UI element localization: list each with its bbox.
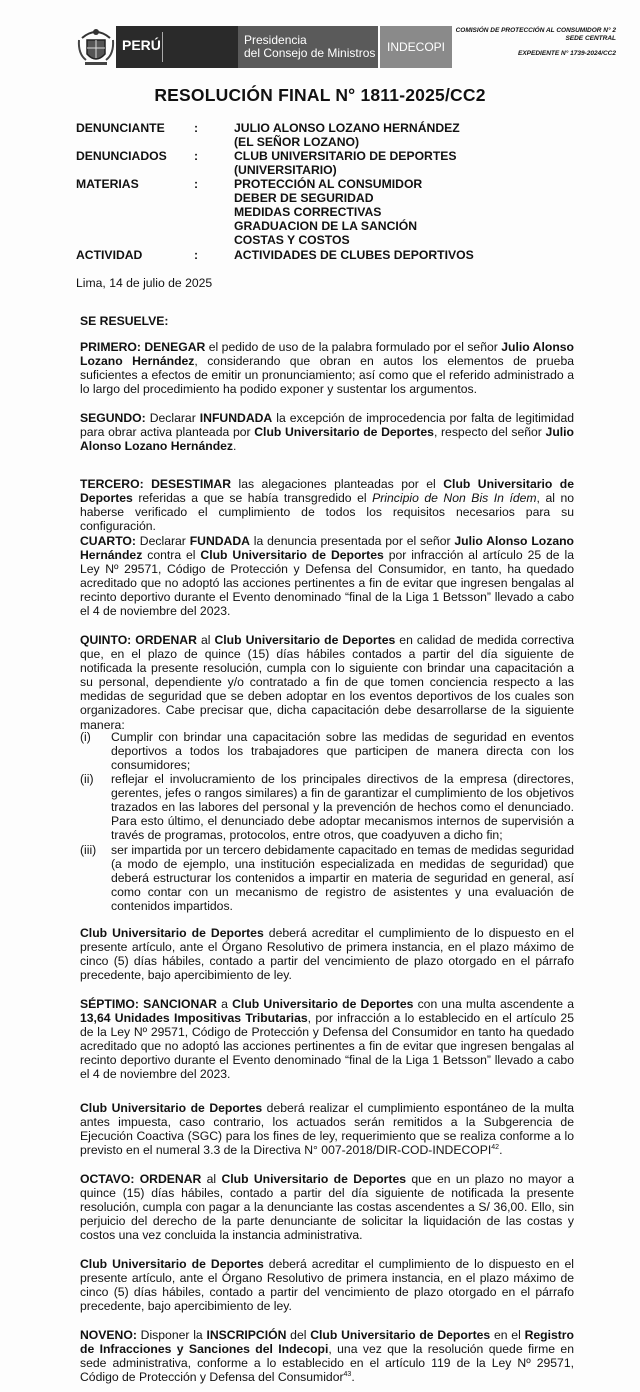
- club-name: Club Universitario de Deportes: [200, 548, 384, 563]
- text: la excepción de improcedencia por falta de legitimidad para obrar activa planteada por: [80, 411, 574, 440]
- article-septimo: [80, 997, 574, 1082]
- materia-item: MEDIDAS CORRECTIVAS: [234, 205, 382, 219]
- colon: :: [194, 149, 199, 163]
- registry-name: Registro de Infracciones y Sanciones del Indecopi: [80, 1328, 574, 1357]
- article-lead: TERCERO: DESESTIMAR: [80, 477, 232, 491]
- article-octavo: [80, 1172, 574, 1242]
- article-cuarto: [80, 534, 574, 619]
- commission-line-1: COMISIÓN DE PROTECCIÓN AL CONSUMIDOR N° 2: [455, 27, 616, 34]
- text: por infracción al artículo 25 de la Ley Nº 29571, Código de Protección y Defensa del Consumidor, en tanto, ha quedado acreditado que no adoptó las acciones pertinentes a fin de evitar que ingresen bengalas al recinto deportivo durante el Evento denominado “final de la Liga 1 Betsson” llevado a cabo el 4 de noviembre del 2023.: [80, 548, 574, 619]
- article-lead: SÉPTIMO: SANCIONAR: [80, 997, 217, 1011]
- text: , al no haberse verificado el cumplimiento de todos los requisitos necesarios para su configuración.: [80, 491, 575, 534]
- materias-label: MATERIAS: [76, 177, 139, 191]
- fine-amount: 13,64 Unidades Impositivas Tributarias: [80, 1011, 308, 1026]
- peru-logo: [116, 26, 238, 68]
- club-name: Club Universitario de Deportes: [232, 997, 414, 1011]
- resolution-title: RESOLUCIÓN FINAL N° 1811-2025/CC2: [154, 85, 486, 105]
- article-lead: CUARTO:: [80, 534, 136, 548]
- logo-divider: [162, 32, 163, 62]
- denunciados-value: [234, 149, 574, 177]
- text: Declarar: [135, 534, 190, 548]
- materia-item: DEBER DE SEGURIDAD: [234, 191, 374, 205]
- materia-item: GRADUACION DE LA SANCIÓN: [234, 219, 418, 233]
- club-name: Club Universitario de Deportes: [80, 926, 264, 940]
- list-text: Cumplir con brindar una capacitación sobre las medidas de seguridad en eventos deportivos a todos los trabajadores que participen de manera directa con los consumidores;: [111, 730, 574, 773]
- denunciado-name: CLUB UNIVERSITARIO DE DEPORTES: [234, 149, 457, 163]
- commission-name: [456, 27, 616, 43]
- list-text: ser impartida por un tercero debidamente capacitado en temas de medidas seguridad (a modo de ejemplo, una institución especializada en medidas de seguridad) que deberá estructurar los contenidos a impartir en materia de seguridad en general, así como contar con un mecanismo de registro de asistentes y una evaluación de contenidos impartidos.: [111, 843, 574, 914]
- presidency-line-1: Presidencia: [244, 33, 307, 47]
- complainant-name: Julio Alonso Lozano Hernández: [80, 425, 574, 454]
- list-text: reflejar el involucramiento de los principales directivos de la empresa (directores, gerentes, jefes o rangos similares) a fin de garantizar el cumplimiento de los objetivos trazados en las labores del personal y la prevención de hechos como el denunciado. Para esto último, el denunciado debe adoptar mecanismos internos de supervisión a través de programas, protocolos, entre otros, que coadyuven a dicho fin;: [111, 772, 574, 843]
- article-tercero: [80, 477, 574, 533]
- text: al: [201, 1172, 222, 1186]
- article-primero: [80, 340, 574, 396]
- ruling-word: INFUNDADA: [199, 411, 273, 425]
- article-quinto: [80, 633, 574, 732]
- colon: :: [194, 248, 199, 262]
- text: del: [286, 1328, 311, 1342]
- text: que en un plazo no mayor a quince (15) días hábiles, contado a partir del día siguiente de notificada la presente resolución, cumpla con pagar a la denunciante las costas ascendentes a S/ 36,00. Ello, sin perjuicio del derecho de la parte denunciante de solicitar la liquidación de las costas y costos una vez concluida la instancia administrativa.: [80, 1172, 575, 1243]
- coat-of-arms-icon: [76, 24, 116, 68]
- text: Declarar: [145, 411, 200, 425]
- denunciante-value: [234, 121, 574, 149]
- text: a: [216, 997, 233, 1011]
- actividad-label: ACTIVIDAD: [76, 248, 143, 262]
- document-header: [76, 22, 616, 72]
- expediente-number: EXPEDIENTE N° 1739-2024/CC2: [518, 50, 616, 57]
- ruling-word: FUNDADA: [189, 534, 250, 548]
- text: , considerando que obran en autos los elementos de prueba suficientes a efectos de emitir un pronunciamiento; así como que el referido administrado a lo largo del procedimiento ha podido exponer y sustentar los argumentos.: [80, 354, 575, 397]
- text: al: [196, 633, 215, 647]
- denunciado-alias: (UNIVERSITARIO): [234, 163, 337, 177]
- text: con una multa ascendente a: [413, 997, 574, 1011]
- compliance-paragraph-2: [80, 1257, 574, 1313]
- ruling-word: INSCRIPCIÓN: [206, 1328, 287, 1342]
- denunciante-name: JULIO ALONSO LOZANO HERNÁNDEZ: [234, 121, 460, 135]
- article-lead: PRIMERO: DENEGAR: [80, 340, 206, 354]
- list-number: (iii): [80, 843, 97, 857]
- denunciante-alias: (EL SEÑOR LOZANO): [234, 135, 360, 149]
- country-name: PERÚ: [122, 37, 161, 53]
- club-name: Club Universitario de Deportes: [221, 1172, 407, 1186]
- club-name: Club Universitario de Deportes: [80, 477, 575, 506]
- se-resuelve-heading: SE RESUELVE:: [80, 314, 169, 328]
- text: , respecto del señor: [433, 425, 546, 440]
- text: deberá realizar el cumplimiento espontáneo de la multa antes impuesta, caso contrario, los actuados serán remitidos a la Subgerencia de Ejecución Coactiva (SGC) para los fines de ley, requerimiento que se realiza conforme a lo previsto en el numeral 3.3 de la Directiva N° 007-2018/DIR-COD-INDECOPI: [80, 1101, 574, 1158]
- article-lead: QUINTO: ORDENAR: [80, 633, 197, 647]
- text: el pedido de uso de la palabra formulado por el señor: [205, 340, 502, 354]
- text: referidas a que se había transgredido el: [132, 491, 373, 506]
- colon: :: [194, 177, 199, 191]
- article-lead: OCTAVO: ORDENAR: [80, 1172, 202, 1186]
- text: , una vez que la resolución quede firme en sede administrativa, conforme a lo establecido en el artículo 119 de la Ley Nº 29571, Código de Protección y Defensa del Consumidor: [80, 1342, 574, 1385]
- materia-item: PROTECCIÓN AL CONSUMIDOR: [234, 177, 423, 191]
- compliance-paragraph-1: [80, 926, 574, 982]
- presidency-line-2: del Consejo de Ministros: [244, 46, 376, 60]
- text: , por infracción a lo establecido en el artículo 25 de la Ley Nº 29571, Código de Protección y Defensa del Consumidor en tanto ha quedado acreditado que no adoptó las acciones pertinentes a fin de evitar que ingresen bengalas al recinto deportivo durante el Evento denominado “final de la Liga 1 Betsson” llevado a cabo el 4 de noviembre del 2023.: [80, 1011, 574, 1082]
- club-name: Club Universitario de Deportes: [254, 425, 434, 440]
- actividad-value: ACTIVIDADES DE CLUBES DEPORTIVOS: [234, 248, 474, 262]
- fine-payment-paragraph: [80, 1101, 574, 1157]
- article-lead: SEGUNDO:: [80, 411, 146, 425]
- text: Disponer la: [136, 1328, 207, 1342]
- materia-item: COSTAS Y COSTOS: [234, 233, 350, 247]
- article-lead: NOVENO:: [80, 1328, 137, 1342]
- complainant-name: Julio Alonso Lozano Hernández: [80, 340, 574, 369]
- text: contra el: [142, 548, 201, 563]
- club-name: Club Universitario de Deportes: [214, 633, 396, 647]
- colon: :: [194, 121, 199, 135]
- club-name: Club Universitario de Deportes: [310, 1328, 491, 1342]
- list-number: (ii): [80, 772, 94, 786]
- club-name: Club Universitario de Deportes: [80, 1101, 263, 1115]
- indecopi-logo: INDECOPI: [380, 26, 452, 68]
- complainant-name: Julio Alonso Lozano Hernández: [80, 534, 574, 563]
- footnote-ref[interactable]: 43: [343, 1371, 352, 1379]
- list-number: (i): [80, 730, 91, 744]
- commission-line-2: SEDE CENTRAL: [565, 35, 616, 42]
- text: .: [499, 1143, 503, 1158]
- text: .: [233, 439, 237, 454]
- text: las alegaciones planteadas por el: [231, 477, 444, 491]
- text: en calidad de medida correctiva que, en el plazo de quince (15) días hábiles contados a partir del día siguiente de notificada la presente resolución, cumpla con lo siguiente con brindar una capacitación a su personal, dependiente y/o contratado a fin de que tomen conciencia respecto a las medidas de seguridad que se deben adoptar en los eventos deportivos de los cuales son organizadores. Cabe precisar que, dicha capacitación debe desarrollarse de la siguiente manera:: [80, 633, 575, 732]
- article-noveno: [80, 1328, 574, 1384]
- presidency-logo: [238, 26, 378, 68]
- text: la denuncia presentada por el señor: [249, 534, 455, 548]
- text: deberá acreditar el cumplimiento de lo dispuesto en el presente artículo, ante el Órgano Resolutivo de primera instancia, en el plazo máximo de cinco (5) días hábiles, contado a partir del vencimiento de plazo otorgado en el párrafo precedente, bajo apercibimiento de ley.: [80, 926, 574, 983]
- materias-value: [234, 177, 574, 247]
- text: deberá acreditar el cumplimiento de lo dispuesto en el presente artículo, ante el Órgano Resolutivo de primera instancia, en el plazo máximo de cinco (5) días hábiles, contado a partir del vencimiento de plazo otorgado en el párrafo precedente, bajo apercibimiento de ley.: [80, 1257, 574, 1314]
- legal-principle: Principio de Non Bis In ídem: [372, 491, 537, 506]
- text: en el: [490, 1328, 525, 1342]
- resolution-date: Lima, 14 de julio de 2025: [76, 276, 213, 290]
- denunciados-label: DENUNCIADOS: [76, 149, 167, 163]
- article-segundo: [80, 411, 574, 453]
- club-name: Club Universitario de Deportes: [80, 1257, 264, 1271]
- text: .: [351, 1370, 355, 1385]
- footnote-ref[interactable]: 42: [491, 1144, 500, 1152]
- denunciante-label: DENUNCIANTE: [76, 121, 165, 135]
